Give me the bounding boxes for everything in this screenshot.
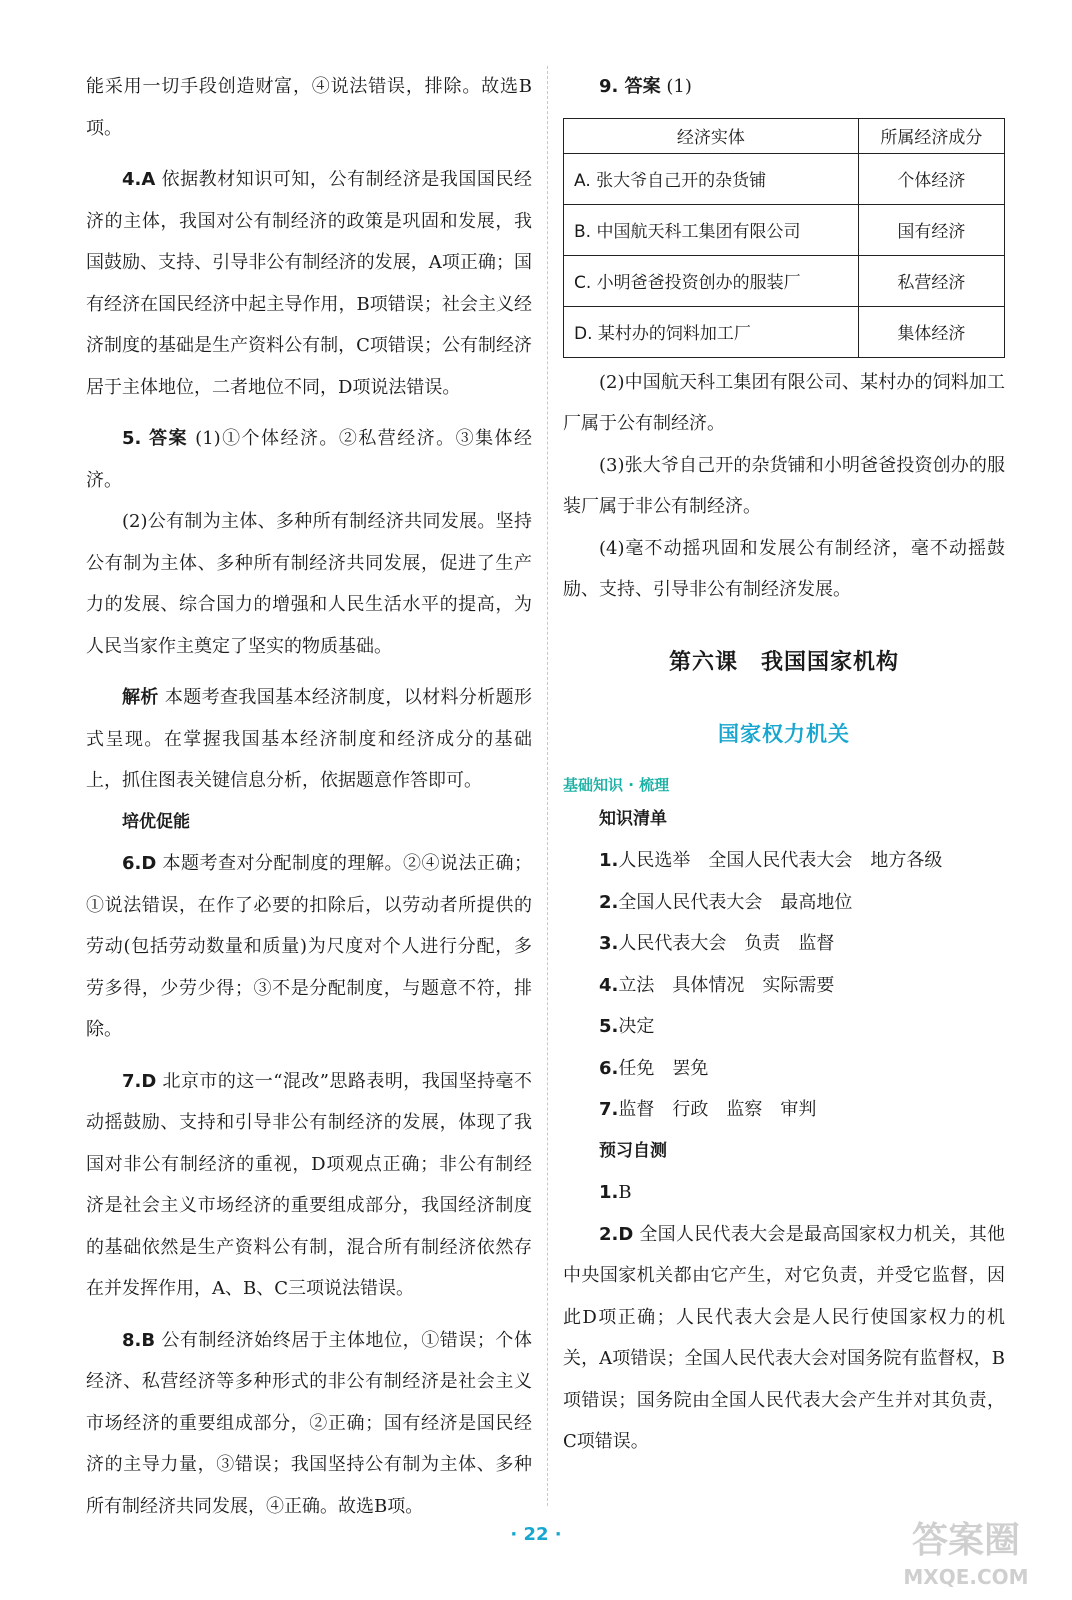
subheading-zhishi: 知识清单 xyxy=(599,808,667,829)
section-title: 国家权力机关 xyxy=(718,721,850,746)
list-item: 7.监督 行政 监察 审判 xyxy=(599,1099,817,1120)
economy-table xyxy=(563,118,1005,358)
list-item: 6.任免 罢免 xyxy=(599,1057,709,1079)
answer-5: 5. 答案 (1)①个体经济。②私营经济。③集体经济。 xyxy=(86,428,532,491)
answer-8: 8.B 公有制经济始终居于主体地位，①错误；个体经济、私营经济等多种形式的非公有制经济是社会主义市场经济的重要组成部分，②正确；国有经济是国民经济的主导力量，③错误；我国坚持公有制为主体、多种所有制经济共同发展，④正确。故选B项。 xyxy=(86,1329,532,1517)
table-header: 经济实体 xyxy=(564,118,859,153)
table-header: 所属经济成分 xyxy=(858,118,1004,153)
list-item: 1.人民选举 全国人民代表大会 地方各级 xyxy=(599,850,943,871)
right-column xyxy=(563,66,1005,1463)
table-cell: B. 中国航天科工集团有限公司 xyxy=(564,204,859,255)
list-item: 4.立法 具体情况 实际需要 xyxy=(599,974,835,996)
table-cell: D. 某村办的饲料加工厂 xyxy=(564,306,859,357)
answer-7: 7.D 北京市的这一“混改”思路表明，我国坚持毫不动摇鼓励、支持和引导非公有制经济的发展，体现了我国对非公有制经济的重视，D项观点正确；非公有制经济是社会主义市场经济的重要组成部分，我国经济制度的基础依然是生产资料公有制，混合所有制经济依然存在并发挥作用，A、B、C三项说法错误。 xyxy=(86,1070,532,1299)
table-cell: 集体经济 xyxy=(858,306,1004,357)
list-item: 2.全国人民代表大会 最高地位 xyxy=(599,891,853,913)
lesson-title: 第六课 我国国家机构 xyxy=(668,649,899,675)
answer-6: 6.D 本题考查对分配制度的理解。②④说法正确；①说法错误，在作了必要的扣除后，以劳动者所提供的劳动(包括劳动数量和质量)为尺度对个人进行分配，多劳多得，少劳少得；③不是分配制度，与题意不符，排除。 xyxy=(86,853,532,1040)
column-divider xyxy=(547,66,548,1506)
answer-9-part2: (2)中国航天科工集团有限公司、某村办的饲料加工厂属于公有制经济。 xyxy=(563,371,1005,434)
table-row xyxy=(564,255,1005,306)
table-row xyxy=(564,153,1005,204)
list-item: 3.人民代表大会 负责 监督 xyxy=(599,933,835,954)
watermark-url: MXQE.COM xyxy=(903,1565,1029,1589)
page-number: · 22 · xyxy=(510,1524,562,1545)
paragraph-continuation: 能采用一切手段创造财富，④说法错误，排除。故选B项。 xyxy=(86,76,532,139)
section-heading-peiyou: 培优促能 xyxy=(122,811,190,832)
subheading-yuxi: 预习自测 xyxy=(599,1140,667,1161)
table-cell: 私营经济 xyxy=(858,255,1004,306)
answer-9-part3: (3)张大爷自己开的杂货铺和小明爸爸投资创办的服装厂属于非公有制经济。 xyxy=(563,454,1005,517)
answer-pre-2: 2.D 全国人民代表大会是最高国家权力机关，其他中央国家机关都由它产生，对它负责，并受它监督，因此D项正确；人民代表大会是人民行使国家权力的机关，A项错误；全国人民代表大会对国务院有监督权，B项错误；国务院由全国人民代表大会产生并对其负责，C项错误。 xyxy=(563,1223,1005,1452)
table-row xyxy=(564,306,1005,357)
section-tag: 基础知识 · 梳理 xyxy=(563,775,670,794)
list-item: 1.B xyxy=(599,1182,632,1203)
table-row xyxy=(564,204,1005,255)
answer-5-part2: (2)公有制为主体、多种所有制经济共同发展。坚持公有制为主体、多种所有制经济共同发展，促进了生产力的发展、综合国力的增强和人民生活水平的提高，为人民当家作主奠定了坚实的物质基础。 xyxy=(86,511,532,657)
analysis: 解析 本题考查我国基本经济制度，以材料分析题形式呈现。在掌握我国基本经济制度和经济成分的基础上，抓住图表关键信息分析，依据题意作答即可。 xyxy=(86,687,532,791)
list-item: 5.决定 xyxy=(599,1016,655,1037)
table-cell: A. 张大爷自己开的杂货铺 xyxy=(564,153,859,204)
answer-4: 4.A 依据教材知识可知，公有制经济是我国国民经济的主体，我国对公有制经济的政策是巩固和发展，我国鼓励、支持、引导非公有制经济的发展，A项正确；国有经济在国民经济中起主导作用，B项错误；社会主义经济制度的基础是生产资料公有制，C项错误；公有制经济居于主体地位，二者地位不同，D项说法错误。 xyxy=(86,169,532,398)
watermark-text: 答案圈 xyxy=(911,1520,1021,1561)
watermark-logo xyxy=(876,1512,1056,1592)
table-cell: 国有经济 xyxy=(858,204,1004,255)
table-cell: C. 小明爸爸投资创办的服装厂 xyxy=(564,255,859,306)
table-header-row xyxy=(564,118,1005,153)
table-cell: 个体经济 xyxy=(858,153,1004,204)
answer-9-part4: (4)毫不动摇巩固和发展公有制经济，毫不动摇鼓励、支持、引导非公有制经济发展。 xyxy=(563,537,1005,600)
left-column xyxy=(86,66,532,1527)
answer-9: 9. 答案 (1) xyxy=(599,76,692,97)
